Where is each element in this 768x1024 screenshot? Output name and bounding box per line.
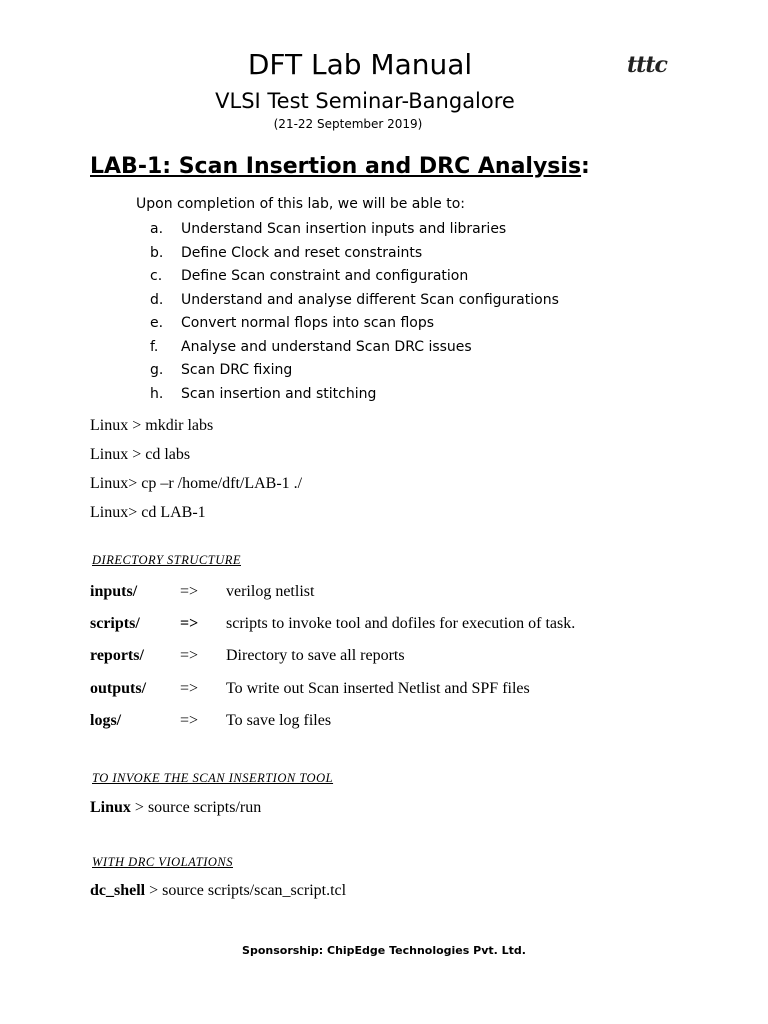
command-prompt: dc_shell <box>90 882 146 899</box>
directory-name: scripts/ <box>90 615 140 632</box>
directory-desc: To save log files <box>226 712 332 729</box>
directory-row <box>90 679 530 699</box>
command-text: > source scripts/scan_script.tcl <box>145 882 347 899</box>
list-item-text: Understand Scan insertion inputs and libraries <box>181 221 507 237</box>
directory-structure-heading: DIRECTORY STRUCTURE <box>92 553 241 567</box>
lab-title-text: LAB-1: Scan Insertion and DRC Analysis <box>90 154 582 179</box>
tttc-logo: tttc <box>627 52 667 78</box>
invoke-tool-heading: TO INVOKE THE SCAN INSERTION TOOL <box>92 771 334 785</box>
directory-arrow: => <box>180 647 199 664</box>
list-item <box>150 243 559 267</box>
directory-row <box>90 711 331 731</box>
directory-arrow: => <box>180 583 199 600</box>
sponsorship-footer: Sponsorship: ChipEdge Technologies Pvt. Ltd. <box>242 944 526 957</box>
list-item <box>150 266 559 290</box>
list-item-text: Convert normal flops into scan flops <box>181 315 435 331</box>
lab-title-colon: : <box>581 154 590 179</box>
seminar-date: (21-22 September 2019) <box>273 117 423 131</box>
drc-violations-heading: WITH DRC VIOLATIONS <box>92 855 233 869</box>
directory-name: inputs/ <box>90 583 138 600</box>
directory-desc: verilog netlist <box>226 583 315 600</box>
page-subtitle: VLSI Test Seminar-Bangalore <box>215 89 515 113</box>
list-item-text: Scan DRC fixing <box>181 362 293 378</box>
drc-command <box>90 882 346 900</box>
list-item-text: Define Clock and reset constraints <box>181 244 423 261</box>
list-item <box>150 219 559 243</box>
directory-desc: Directory to save all reports <box>226 647 405 664</box>
list-item-text: Understand and analyse different Scan configurations <box>181 291 559 308</box>
setup-command: Linux> cd LAB-1 <box>90 504 206 521</box>
lab-title <box>90 152 590 182</box>
list-item-letter: g. <box>150 362 164 378</box>
list-item-text: Scan insertion and stitching <box>181 385 377 402</box>
directory-name: logs/ <box>90 712 122 729</box>
setup-command: Linux > cd labs <box>90 446 191 463</box>
list-item-letter: d. <box>150 291 164 308</box>
list-item-letter: c. <box>150 268 163 284</box>
directory-arrow: => <box>180 615 199 632</box>
list-item-letter: f. <box>150 338 159 355</box>
directory-desc: To write out Scan inserted Netlist and SPF files <box>226 680 530 697</box>
list-item <box>150 337 559 361</box>
list-item-letter: b. <box>150 244 164 261</box>
list-item-text: Analyse and understand Scan DRC issues <box>181 338 472 355</box>
list-item <box>150 360 559 384</box>
command-prompt: Linux <box>90 799 131 816</box>
directory-row <box>90 614 575 634</box>
directory-row <box>90 646 405 666</box>
invoke-command <box>90 799 261 817</box>
list-item-letter: a. <box>150 221 164 237</box>
objectives-intro: Upon completion of this lab, we will be able to: <box>136 196 465 212</box>
directory-arrow: => <box>180 712 199 729</box>
list-item-letter: e. <box>150 315 164 331</box>
setup-command: Linux > mkdir labs <box>90 417 214 434</box>
list-item-letter: h. <box>150 385 164 402</box>
list-item <box>150 290 559 314</box>
directory-arrow: => <box>180 680 199 697</box>
objectives-list <box>150 219 559 407</box>
page-title: DFT Lab Manual <box>247 48 473 81</box>
setup-command: Linux> cp –r /home/dft/LAB-1 ./ <box>90 475 303 492</box>
list-item-text: Define Scan constraint and configuration <box>181 268 469 284</box>
list-item <box>150 313 559 337</box>
directory-row <box>90 582 314 602</box>
directory-desc: scripts to invoke tool and dofiles for execution of task. <box>226 615 576 632</box>
directory-name: outputs/ <box>90 680 147 697</box>
command-text: > source scripts/run <box>130 799 262 816</box>
directory-name: reports/ <box>90 647 144 664</box>
list-item <box>150 384 559 408</box>
